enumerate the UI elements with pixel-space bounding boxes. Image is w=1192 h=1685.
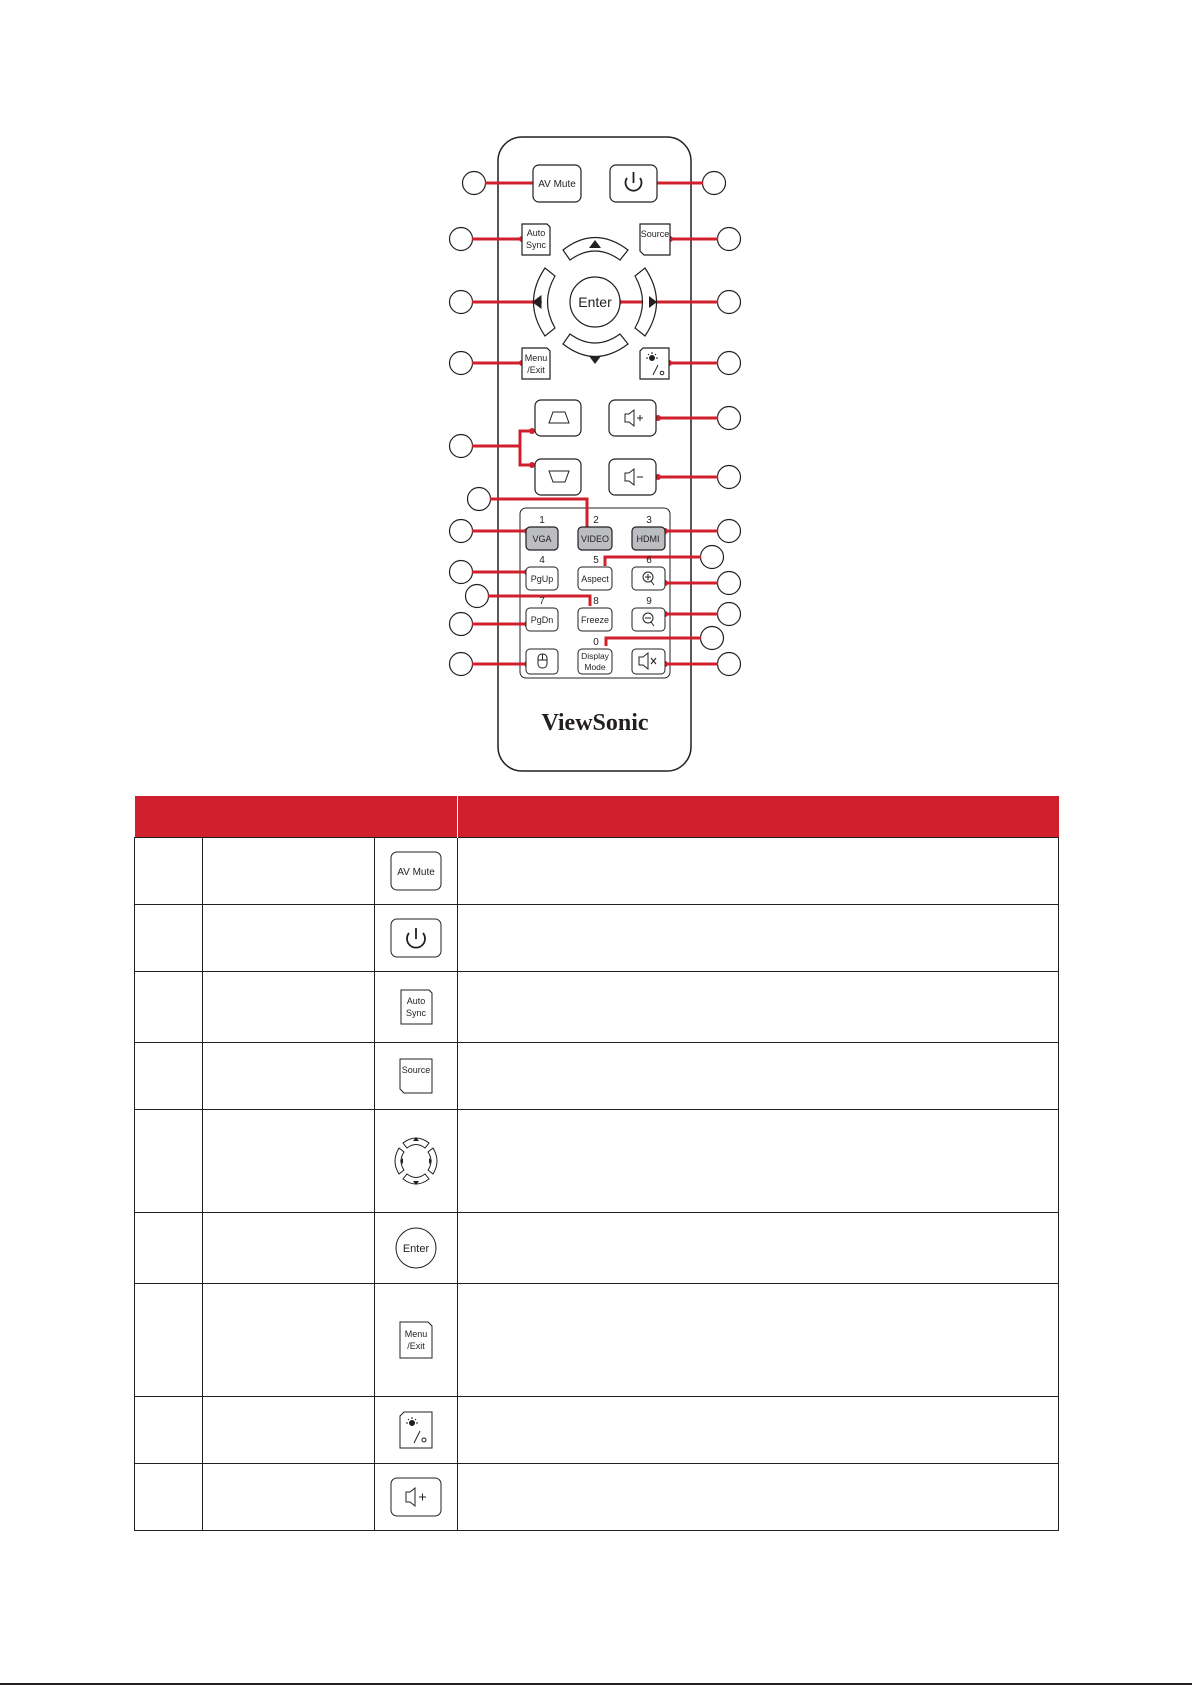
- row-name-cell: [203, 972, 375, 1043]
- callout-circle: [450, 352, 473, 375]
- enter-label: Enter: [402, 1243, 430, 1255]
- button-table: [134, 796, 1059, 1531]
- mute-button[interactable]: [632, 649, 665, 674]
- menu-label-line1: Menu: [524, 353, 548, 363]
- row-name-cell: [203, 1110, 375, 1213]
- digit-1: 1: [539, 515, 545, 526]
- power-icon: [390, 917, 442, 959]
- brightness-icon: [396, 1409, 436, 1451]
- source-label: Source: [640, 229, 670, 239]
- table-row: [135, 1284, 1059, 1397]
- pgdn-label: PgDn: [530, 615, 554, 625]
- table-header-row: [135, 796, 1059, 838]
- auto-sync-label-line1: Auto: [526, 228, 546, 238]
- menu-label-line2: /Exit: [527, 365, 545, 375]
- row-description-cell: [458, 1464, 1059, 1531]
- callout-circle: [718, 653, 741, 676]
- brightness-button[interactable]: [640, 348, 669, 379]
- callout-circle: [450, 228, 473, 251]
- table-row: [135, 1464, 1059, 1531]
- display-mode-label-line1: Display: [581, 651, 609, 661]
- hdmi-button[interactable]: [632, 527, 665, 550]
- auto-sync-label-line2: Sync: [406, 1008, 427, 1018]
- row-number-cell: [135, 1043, 203, 1110]
- table-header-cell: [458, 796, 1059, 838]
- menu-exit-button[interactable]: [522, 348, 550, 379]
- aspect-label: Aspect: [581, 574, 609, 584]
- row-name-cell: [203, 905, 375, 972]
- row-icon-cell: [375, 1043, 458, 1110]
- digit-6: 6: [646, 555, 652, 566]
- callout-circle: [718, 407, 741, 430]
- row-number-cell: [135, 1397, 203, 1464]
- row-icon-cell: [375, 1284, 458, 1397]
- volume-up-icon: [390, 1476, 442, 1518]
- digit-9: 9: [646, 596, 652, 607]
- row-icon-cell: [375, 1464, 458, 1531]
- row-description-cell: [458, 972, 1059, 1043]
- callout-circle: [450, 435, 473, 458]
- row-number-cell: [135, 1213, 203, 1284]
- row-number-cell: [135, 838, 203, 905]
- display-mode-button[interactable]: [578, 649, 612, 674]
- row-icon-cell: [375, 1213, 458, 1284]
- callout-circle: [450, 291, 473, 314]
- row-description-cell: [458, 838, 1059, 905]
- row-description-cell: [458, 905, 1059, 972]
- table-row: [135, 1043, 1059, 1110]
- digit-2: 2: [593, 515, 599, 526]
- callout-circle: [701, 627, 724, 650]
- callout-circle: [463, 172, 486, 195]
- row-description-cell: [458, 1213, 1059, 1284]
- row-name-cell: [203, 1043, 375, 1110]
- row-icon-cell: [375, 1397, 458, 1464]
- digit-3: 3: [646, 515, 652, 526]
- video-label: VIDEO: [580, 534, 610, 544]
- hdmi-label: HDMI: [636, 534, 660, 544]
- table-row: [135, 972, 1059, 1043]
- av-mute-button[interactable]: [533, 165, 581, 202]
- digit-8: 8: [593, 596, 599, 607]
- pgup-label: PgUp: [530, 574, 554, 584]
- digit-5: 5: [593, 555, 599, 566]
- table-row: [135, 1213, 1059, 1284]
- callout-circle: [450, 653, 473, 676]
- row-icon-cell: [375, 1110, 458, 1213]
- table-row: [135, 838, 1059, 905]
- row-description-cell: [458, 1284, 1059, 1397]
- row-number-cell: [135, 905, 203, 972]
- av-mute-label: AV Mute: [538, 179, 576, 190]
- row-name-cell: [203, 1397, 375, 1464]
- av-mute-label: AV Mute: [397, 867, 435, 878]
- source-label: Source: [401, 1065, 431, 1075]
- av-mute-button-icon: [390, 850, 442, 892]
- row-icon-cell: [375, 905, 458, 972]
- enter-label: Enter: [578, 294, 612, 310]
- row-icon-cell: [375, 972, 458, 1043]
- callout-circle: [718, 352, 741, 375]
- mouse-button[interactable]: [526, 649, 558, 674]
- auto-sync-label-line1: Auto: [406, 996, 426, 1006]
- enter-button-icon: [394, 1226, 438, 1270]
- row-name-cell: [203, 838, 375, 905]
- source-button-icon: [396, 1056, 436, 1096]
- vga-button[interactable]: [526, 527, 558, 550]
- callout-circle: [703, 172, 726, 195]
- zoom-out-button[interactable]: [632, 608, 665, 631]
- callout-circle: [468, 488, 491, 511]
- callout-circle: [718, 291, 741, 314]
- callout-circle: [718, 466, 741, 489]
- callout-circle: [718, 603, 741, 626]
- freeze-button[interactable]: [578, 608, 612, 631]
- row-description-cell: [458, 1043, 1059, 1110]
- display-mode-label-line2: Mode: [584, 662, 606, 672]
- row-icon-cell: [375, 838, 458, 905]
- freeze-label: Freeze: [580, 615, 610, 625]
- row-name-cell: [203, 1213, 375, 1284]
- aspect-button[interactable]: [578, 567, 612, 590]
- volume-down-button[interactable]: [609, 459, 656, 495]
- digit-0: 0: [593, 637, 599, 648]
- table-row: [135, 1397, 1059, 1464]
- callout-circle: [718, 572, 741, 595]
- row-number-cell: [135, 1284, 203, 1397]
- zoom-in-button[interactable]: [632, 567, 665, 590]
- row-description-cell: [458, 1110, 1059, 1213]
- direction-pad-icon: [391, 1131, 441, 1191]
- auto-sync-button[interactable]: [522, 224, 550, 255]
- callout-circle: [466, 585, 489, 608]
- row-name-cell: [203, 1284, 375, 1397]
- table-row: [135, 905, 1059, 972]
- row-number-cell: [135, 1110, 203, 1213]
- remote-control-diagram: [0, 0, 1192, 780]
- callout-circle: [450, 613, 473, 636]
- table-header-cell: [135, 796, 458, 838]
- keystone-down-button[interactable]: [535, 459, 581, 495]
- source-button[interactable]: [640, 224, 670, 255]
- callout-circle: [701, 546, 724, 569]
- row-number-cell: [135, 972, 203, 1043]
- power-button[interactable]: [610, 165, 657, 202]
- brand-logo: ViewSonic: [541, 710, 649, 736]
- keystone-up-button[interactable]: [535, 400, 581, 436]
- pgup-button[interactable]: [526, 567, 558, 590]
- row-name-cell: [203, 1464, 375, 1531]
- callout-circle: [450, 561, 473, 584]
- volume-up-button[interactable]: [609, 400, 656, 436]
- pgdn-button[interactable]: [526, 608, 558, 631]
- menu-label-line2: /Exit: [407, 1341, 425, 1351]
- digit-7: 7: [539, 596, 545, 607]
- row-number-cell: [135, 1464, 203, 1531]
- vga-label: VGA: [532, 534, 552, 544]
- video-button[interactable]: [578, 527, 612, 550]
- menu-label-line1: Menu: [404, 1329, 428, 1339]
- callout-circle: [718, 228, 741, 251]
- row-description-cell: [458, 1397, 1059, 1464]
- menu-exit-button-icon: [396, 1319, 436, 1361]
- auto-sync-label-line2: Sync: [525, 240, 547, 250]
- callout-circle: [450, 520, 473, 543]
- enter-button[interactable]: [570, 277, 620, 327]
- callout-circle: [718, 520, 741, 543]
- digit-4: 4: [539, 555, 545, 566]
- auto-sync-button-icon: [396, 987, 436, 1027]
- table-row: [135, 1110, 1059, 1213]
